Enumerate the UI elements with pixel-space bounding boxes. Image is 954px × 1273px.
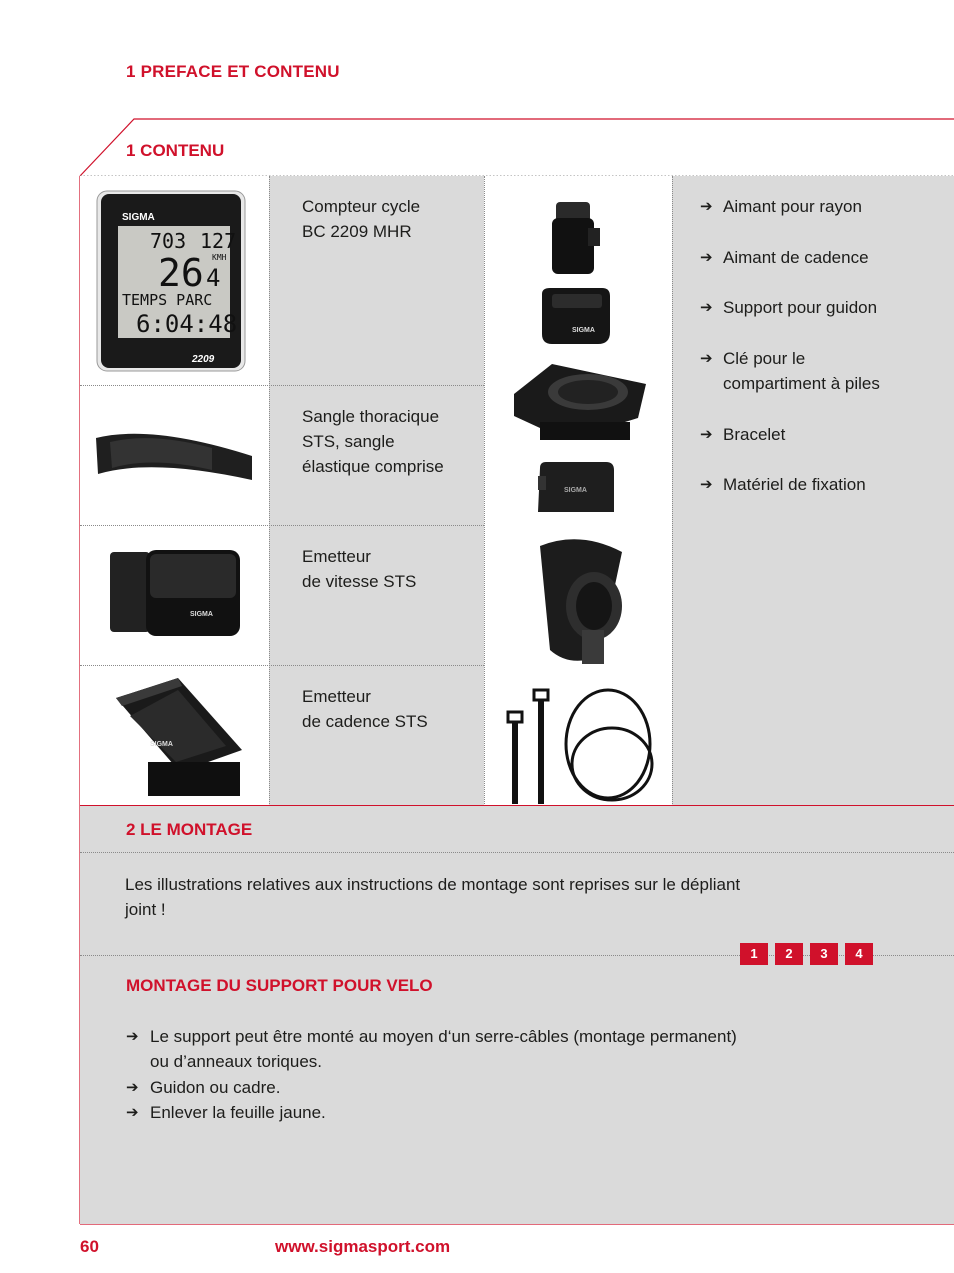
display-speed: 26	[158, 251, 204, 295]
spoke-magnet-image	[548, 198, 604, 278]
arrow-right-icon: ➔	[700, 425, 713, 443]
montage-bullets	[126, 1024, 846, 1125]
display-unit: KMH	[212, 253, 227, 262]
website-link[interactable]: www.sigmasport.com	[275, 1237, 451, 1256]
montage-intro: Les illustrations relatives aux instructions de montage sont reprises sur le dépliant joint !	[125, 875, 741, 919]
accessories-list	[700, 194, 950, 498]
cadence-transmitter-image	[110, 676, 244, 800]
arrow-right-icon: ➔	[700, 198, 713, 215]
product-line: Compteur cycle	[302, 197, 421, 216]
arrow-right-icon: ➔	[700, 248, 713, 266]
grid-divider	[269, 176, 270, 806]
badge-4: 4	[845, 943, 873, 965]
battery-key-brand: SIGMA	[564, 487, 587, 494]
section-divider	[80, 805, 954, 806]
accessory-item: ➔ Aimant pour rayon	[700, 194, 950, 220]
montage-title: 2 LE MONTAGE	[126, 820, 253, 839]
section-divider	[80, 852, 954, 853]
chest-strap-image	[92, 418, 256, 494]
accessory-item: ➔ Bracelet	[700, 422, 950, 448]
product-computer-text	[302, 194, 420, 244]
accessory-item: ➔ Support pour guidon	[700, 295, 950, 321]
arrow-right-icon: ➔	[700, 476, 713, 493]
bullet-item: ➔ Enlever la feuille jaune.	[126, 1100, 846, 1125]
illustration-badges	[740, 943, 873, 965]
wristband-image	[530, 536, 634, 668]
product-strap-text	[302, 404, 444, 479]
grid-divider	[80, 525, 484, 526]
grid-divider	[672, 176, 673, 806]
arrow-right-icon: ➔	[700, 349, 713, 367]
arrow-right-icon: ➔	[126, 1078, 139, 1096]
accessory-item: ➔ Clé pour le compartiment à piles	[700, 346, 950, 397]
handlebar-bracket-image	[510, 360, 648, 448]
battery-key-image	[534, 460, 618, 518]
product-speed-text	[302, 544, 416, 594]
cadence-transmitter-brand: SIGMA	[150, 741, 173, 748]
badge-3: 3	[810, 943, 838, 965]
arrow-right-icon: ➔	[700, 299, 713, 316]
contenu-title: 1 CONTENU	[126, 141, 225, 160]
product-line: STS, sangle	[302, 432, 395, 451]
speed-transmitter-image	[106, 546, 244, 638]
speed-transmitter-brand: SIGMA	[190, 611, 213, 618]
grid-divider	[80, 385, 484, 386]
arrow-right-icon: ➔	[126, 1028, 139, 1045]
bullet-item: ➔ Le support peut être monté au moyen d‘un serre-câbles (montage permanent) ou d’anneaux toriques.	[126, 1024, 846, 1075]
bullet-item: ➔ Guidon ou cadre.	[126, 1075, 846, 1100]
grid-divider	[80, 665, 484, 666]
arrow-right-icon: ➔	[126, 1103, 139, 1121]
accessory-item: ➔ Aimant de cadence	[700, 245, 950, 271]
computer-brand: SIGMA	[122, 212, 155, 223]
product-line: Sangle thoracique	[302, 407, 440, 426]
grid-divider	[484, 176, 485, 806]
display-row1-right: 127	[200, 229, 237, 253]
product-line: de cadence STS	[302, 712, 428, 731]
display-time: 6:04:48	[136, 310, 238, 338]
product-line: Emetteur	[302, 687, 371, 706]
page-number: 60	[80, 1237, 99, 1256]
display-model: 2209	[192, 354, 215, 365]
product-line: BC 2209 MHR	[302, 222, 412, 241]
mounting-kit-image	[500, 686, 664, 806]
montage-panel	[80, 806, 954, 1224]
section-header: 1 PREFACE ET CONTENU	[126, 62, 340, 81]
product-line: de vitesse STS	[302, 572, 417, 591]
product-cadence-text	[302, 684, 428, 734]
badge-2: 2	[775, 943, 803, 965]
badge-1: 1	[740, 943, 768, 965]
display-row1-left: 703	[150, 229, 187, 253]
product-line: Emetteur	[302, 547, 371, 566]
bike-computer-image	[96, 190, 246, 372]
cadence-magnet-image	[538, 286, 612, 348]
montage-subtitle: MONTAGE DU SUPPORT POUR VELO	[126, 976, 433, 995]
accessory-item: ➔ Matériel de fixation	[700, 472, 950, 498]
product-line: élastique comprise	[302, 457, 444, 476]
display-speed-decimal: 4	[206, 264, 221, 292]
cadence-magnet-brand: SIGMA	[572, 327, 595, 334]
display-label: TEMPS PARC	[122, 291, 213, 309]
